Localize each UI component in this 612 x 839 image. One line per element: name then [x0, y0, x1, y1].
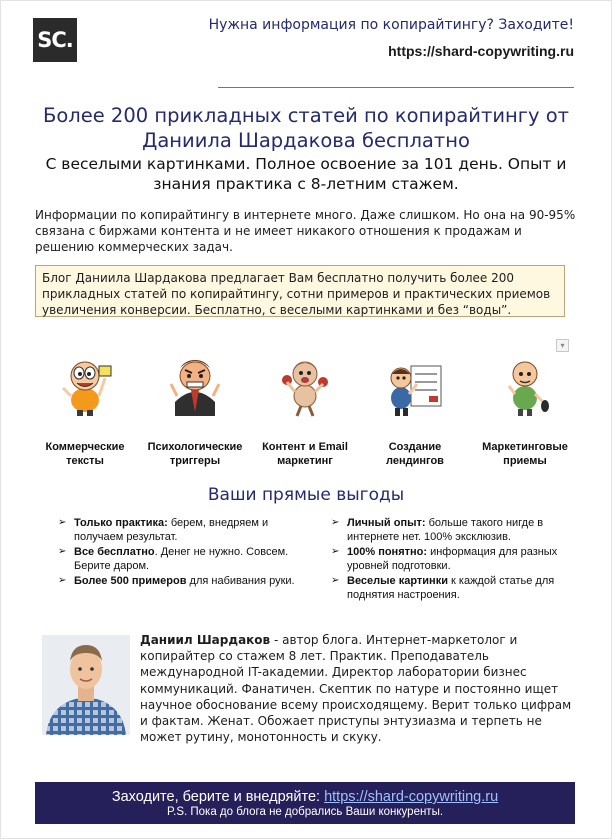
category-item[interactable]	[250, 352, 360, 468]
category-label: Маркетинговые приемы	[482, 441, 568, 467]
offer-callout: Блог Даниила Шардакова предлагает Вам бесплатно получить более 200 прикладных статей по копирайтингу, сотни примеров и практических приемов увеличения конверсии. Бесплатно, с веселыми картинками и без “воды”.	[35, 265, 565, 317]
footer-cta	[35, 789, 575, 805]
benefit-bold: Только практика:	[74, 517, 168, 529]
arrow-bullet-icon: ➢	[331, 575, 340, 586]
benefit-text: к каждой статье для поднятия настроения.	[347, 575, 555, 601]
benefit-bold: 100% понятно:	[347, 546, 428, 558]
benefit-text: для набивания руки.	[186, 575, 295, 587]
page-headline: Более 200 прикладных статей по копирайтингу от Даниила Шардакова бесплатно	[42, 104, 570, 152]
footer-lead: Заходите, берите и внедряйте:	[111, 789, 325, 805]
footer-link[interactable]: https://shard-copywriting.ru	[324, 789, 499, 805]
site-logo[interactable]: SC.	[33, 18, 77, 62]
category-label: Коммерческие тексты	[45, 441, 125, 467]
header-tagline: Нужна информация по копирайтингу? Заходите!	[208, 17, 574, 33]
category-item[interactable]	[140, 352, 250, 468]
benefit-text: больше такого нигде в интернете нет. 100% эксклюзив.	[347, 517, 544, 543]
benefit-text: . Денег не нужно. Совсем. Берите даром.	[74, 546, 289, 572]
footer-ps: P.S. Пока до блога не добрались Ваши конкуренты.	[166, 806, 444, 818]
header-url-link[interactable]: https://shard-copywriting.ru	[388, 43, 574, 59]
category-label: Контент и Email маркетинг	[262, 441, 348, 467]
category-label: Создание лендингов	[386, 441, 444, 467]
benefit-item	[331, 516, 579, 544]
benefits-list-right	[331, 516, 579, 602]
author-bio-text: - автор блога. Интернет-маркетолог и копирайтер со стажем 8 лет. Практик. Преподаватель международной IT-академии. Директор лаборатории бизнес коммуникаций. Фанатичен. Скептик по натуре и постоянно ищет научное обоснование всему происходящему. Верит только цифрам и фактам. Женат. Обожает приступы энтузиазма и терпеть не может рутину, монотонность и скуку.	[140, 633, 572, 745]
content-email-icon	[275, 352, 335, 418]
benefits-list-left	[58, 516, 298, 588]
benefit-item	[331, 545, 579, 573]
arrow-bullet-icon: ➢	[331, 517, 340, 528]
benefit-item	[58, 574, 298, 588]
category-label: Психологические триггеры	[147, 441, 243, 467]
benefit-item	[58, 516, 298, 544]
header-divider	[218, 87, 574, 88]
footer-banner	[35, 782, 575, 824]
author-photo	[42, 635, 130, 735]
benefit-text: информация для разных уровней подготовки.	[347, 546, 558, 572]
benefit-item	[58, 545, 298, 573]
arrow-bullet-icon: ➢	[58, 517, 67, 528]
benefit-bold: Личный опыт:	[347, 517, 426, 529]
benefit-bold: Веселые картинки	[347, 575, 448, 587]
dropdown-toggle-icon[interactable]: ▾	[556, 339, 569, 352]
category-item[interactable]	[360, 352, 470, 468]
benefit-bold: Все бесплатно	[74, 546, 155, 558]
arrow-bullet-icon: ➢	[58, 575, 67, 586]
arrow-bullet-icon: ➢	[331, 546, 340, 557]
category-row	[30, 352, 582, 472]
landing-page-icon	[385, 352, 445, 418]
benefit-item	[331, 574, 579, 602]
author-name: Даниил Шардаков	[140, 633, 271, 647]
arrow-bullet-icon: ➢	[58, 546, 67, 557]
commercial-texts-icon	[55, 352, 115, 418]
marketing-tricks-icon	[495, 352, 555, 418]
psychology-triggers-icon	[165, 352, 225, 418]
author-bio	[140, 632, 582, 745]
page-subheadline: С веселыми картинками. Полное освоение за 101 день. Опыт и знания практика с 8-летним стажем.	[45, 155, 567, 193]
category-item[interactable]	[30, 352, 140, 468]
intro-paragraph: Информации по копирайтингу в интернете много. Даже слишком. Но она на 90-95% связана с биржами контента и не имеет никакого отношения к продажам и решению коммерческих задач.	[35, 208, 576, 254]
benefits-title: Ваши прямые выгоды	[207, 485, 405, 505]
benefit-bold: Более 500 примеров	[74, 575, 187, 587]
benefit-text: берем, внедряем и получаем результат.	[74, 517, 269, 543]
category-item[interactable]	[470, 352, 580, 468]
